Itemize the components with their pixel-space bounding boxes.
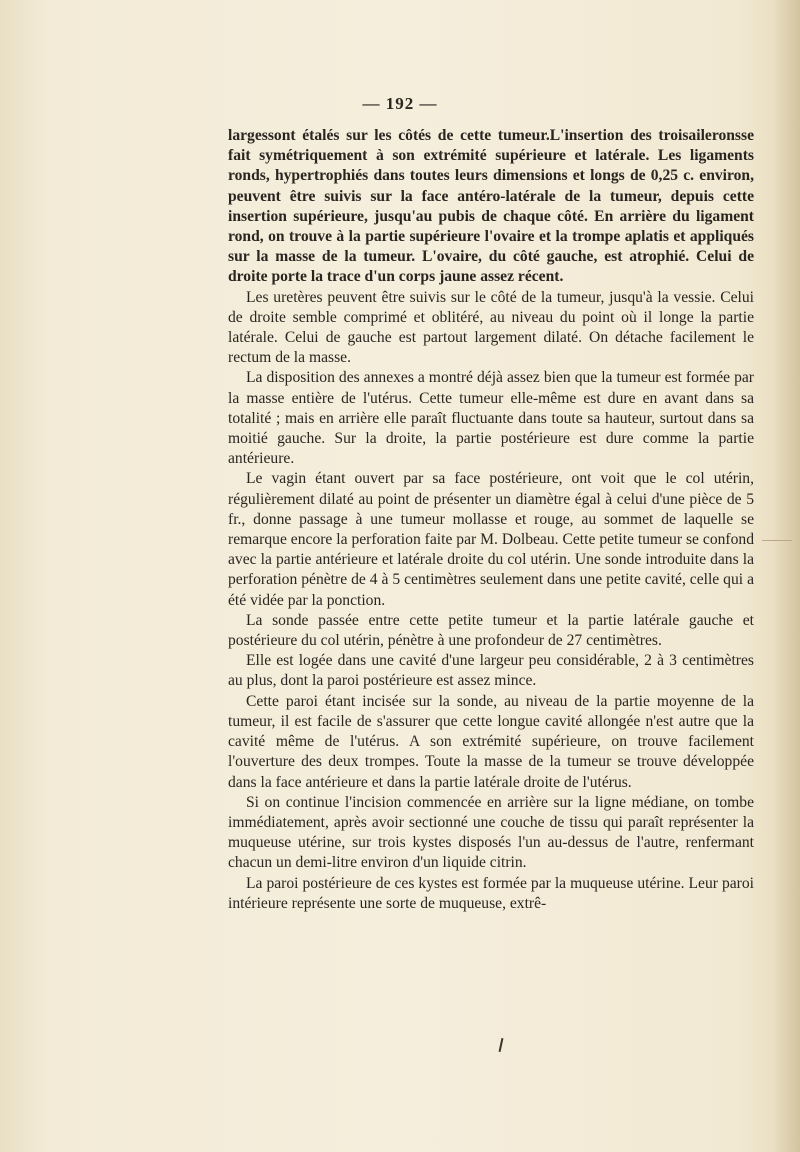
paragraph-8: Si on continue l'incision commencée en arrière sur la ligne médiane, on tombe immédiatement, après avoir sectionné une couche de tissu qui paraît représenter la muqueuse utérine, sur trois kystes disposés l'un au-dessus de l'autre, renfermant chacun un demi-litre environ d'un liquide citrin. [228,793,754,872]
paragraph-6: Elle est logée dans une cavité d'une largeur peu considérable, 2 à 3 centimètres au plus, dont la paroi postérieure est assez mince. [228,652,754,690]
paragraph-2: Les uretères peuvent être suivis sur le côté de la tumeur, jusqu'à la vessie. Celui de droite semble comprimé et oblitéré, au niveau du point où il longe la partie latérale. Celui de gauche est partout largement dilaté. On détache facilement le rectum de la masse. [228,288,754,367]
paragraph-7: Cette paroi étant incisée sur la sonde, au niveau de la partie moyenne de la tumeur, il est facile de s'assurer que cette longue cavité allongée n'est autre que la cavité même de l'utérus. A son extrémité supérieure, on trouve facilement l'ouverture des deux trompes. Toute la masse de la tumeur se trouve développée dans la face antérieure et dans la partie latérale droite de l'utérus. [228,692,754,791]
paragraph-5: La sonde passée entre cette petite tumeur et la partie latérale gauche et postérieure du col utérin, pénètre à une profondeur de 27 centimètres. [228,611,754,650]
paragraph-1: largessont étalés sur les côtés de cette tumeur.L'insertion des troisaileronsse fait symétriquement à son extrémité supérieure et latérale. Les ligaments ronds, hypertrophiés dans toutes leurs dimensions et longs de 0,25 c. environ, peuvent être suivis sur la face antéro-latérale de la tumeur, depuis cette insertion supérieure, jusqu'au pubis de chaque côté. En arrière du ligament rond, on trouve à la partie supérieure l'ovaire et la trompe aplatis et appliqués sur la masse de la tumeur. L'ovaire, du côté gauche, est atrophié. Celui de droite porte la trace d'un corps jaune assez récent. [228,127,754,286]
edge-mark [762,540,792,541]
paragraph-3: La disposition des annexes a montré déjà assez bien que la tumeur est formée par la masse entière de l'utérus. Cette tumeur elle-même est dure en avant dans sa totalité ; mais en arrière elle paraît fluctuante dans toute sa hauteur, surtout dans sa moitié gauche. Sur la droite, la partie postérieure est dure comme la partie antérieure. [228,369,754,468]
page-fold-shadow [772,0,800,1152]
paragraph-9: La paroi postérieure de ces kystes est formée par la muqueuse utérine. Leur paroi intérieure représente une sorte de muqueuse, extrê- [228,874,754,912]
body-text [228,126,754,914]
page-number: — 192 — [362,94,438,113]
paragraph-4: Le vagin étant ouvert par sa face postérieure, ont voit que le col utérin, régulièrement dilaté au point de présenter un diamètre égal à celui d'une pièce de 5 fr., donne passage à une tumeur mollasse et rouge, au sommet de laquelle se remarque encore la perforation faite par M. Dolbeau. Cette petite tumeur se confond avec la partie antérieure et latérale droite du col utérin. Une sonde introduite dans la perforation pénètre de 4 à 5 centimètres seulement dans une petite cavité, celle qui a été vidée par la ponction. [228,470,754,609]
pencil-mark [499,1038,504,1052]
